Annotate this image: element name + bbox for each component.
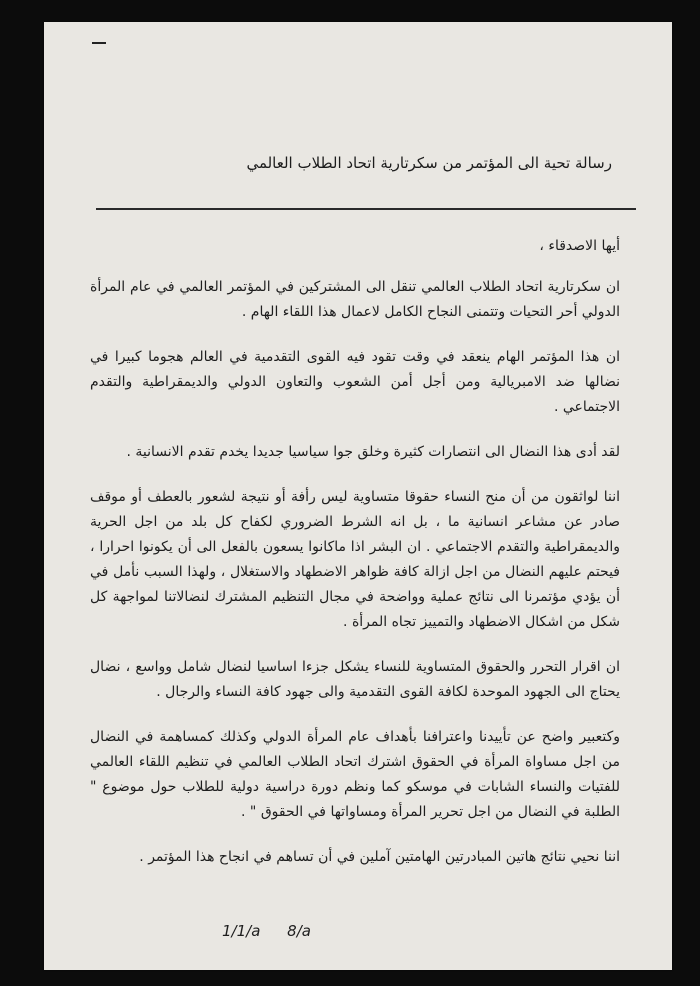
reference-mark: 8/a [287,922,311,940]
heading-divider [96,208,636,210]
paragraph: ان اقرار التحرر والحقوق المتساوية للنساء يشكل جزءا اساسيا لنضال شامل وواسع ، نضال يحتاج الى الجهود الموحدة لكافة القوى التقدمية والى جهود كافة النساء والرجال . [90,659,620,700]
date-reference-line [222,922,311,940]
paragraph: ان سكرتارية اتحاد الطلاب العالمي تنقل الى المشتركين في المؤتمر العالمي في عام المرأة الدولي أحر التحيات وتتمنى النجاح الكامل لاعمال هذا اللقاء الهام . [90,279,620,320]
paragraph: لقد أدى هذا النضال الى انتصارات كثيرة وخلق جوا سياسيا جديدا يخدم تقدم الانسانية . [126,444,620,460]
letter-body [90,234,620,870]
salutation: أيها الاصدقاء ، [539,238,620,254]
paragraph: اننا لواثقون من أن منح النساء حقوقا متساوية ليس رأفة أو نتيجة لشعور بالعطف أو موقف صادر عن مشاعر انسانية ما ، بل انه الشرط الضروري لكفاح كل بلد من اجل الحرية والديمقراطية والتقدم الاجتماعي . ان البشر اذا ماكانوا يسعون بالفعل الى أن يكونوا احرارا ، فيحتم عليهم النضال من اجل ازالة كافة ظواهر الاضطهاد والاستغلال ، ولهذا السبب نأمل في أن يؤدي مؤتمرنا الى نتائج عملية وواضحة في مجال التنظيم المشترك لنضالاتنا لمواجهة كل شكل من اشكال الاضطهاد والتمييز تجاه المرأة . [90,489,620,630]
closing-paragraph: اننا نحيي نتائج هاتين المبادرتين الهامتين آملين في أن تساهم في انجاح هذا المؤتمر . [139,849,620,865]
paragraph: وكتعبير واضح عن تأييدنا واعترافنا بأهداف عام المرأة الدولي وكذلك كمساهمة في النضال من اجل مساواة المرأة في الحقوق اشترك اتحاد الطلاب العالمي في تنظيم اللقاء العالمي للفتيات والنساء الشابات في موسكو كما ونظم دورة دراسية دولية للطلاب حول موضوع " الطلبة في النضال من اجل تحرير المرأة ومساواتها في الحقوق " . [90,729,620,820]
paragraph: ان هذا المؤتمر الهام ينعقد في وقت تقود فيه القوى التقدمية في العالم هجوما كبيرا في نضالها ضد الامبريالية ومن أجل أمن الشعوب والتعاون الدولي والديمقراطية والتقدم الاجتماعي . [90,349,620,415]
corner-mark [92,42,106,44]
date-mark: 1/1/a [222,922,261,940]
letter-heading: رسالة تحية الى المؤتمر من سكرتارية اتحاد الطلاب العالمي [246,154,612,172]
letter-page [44,22,672,970]
